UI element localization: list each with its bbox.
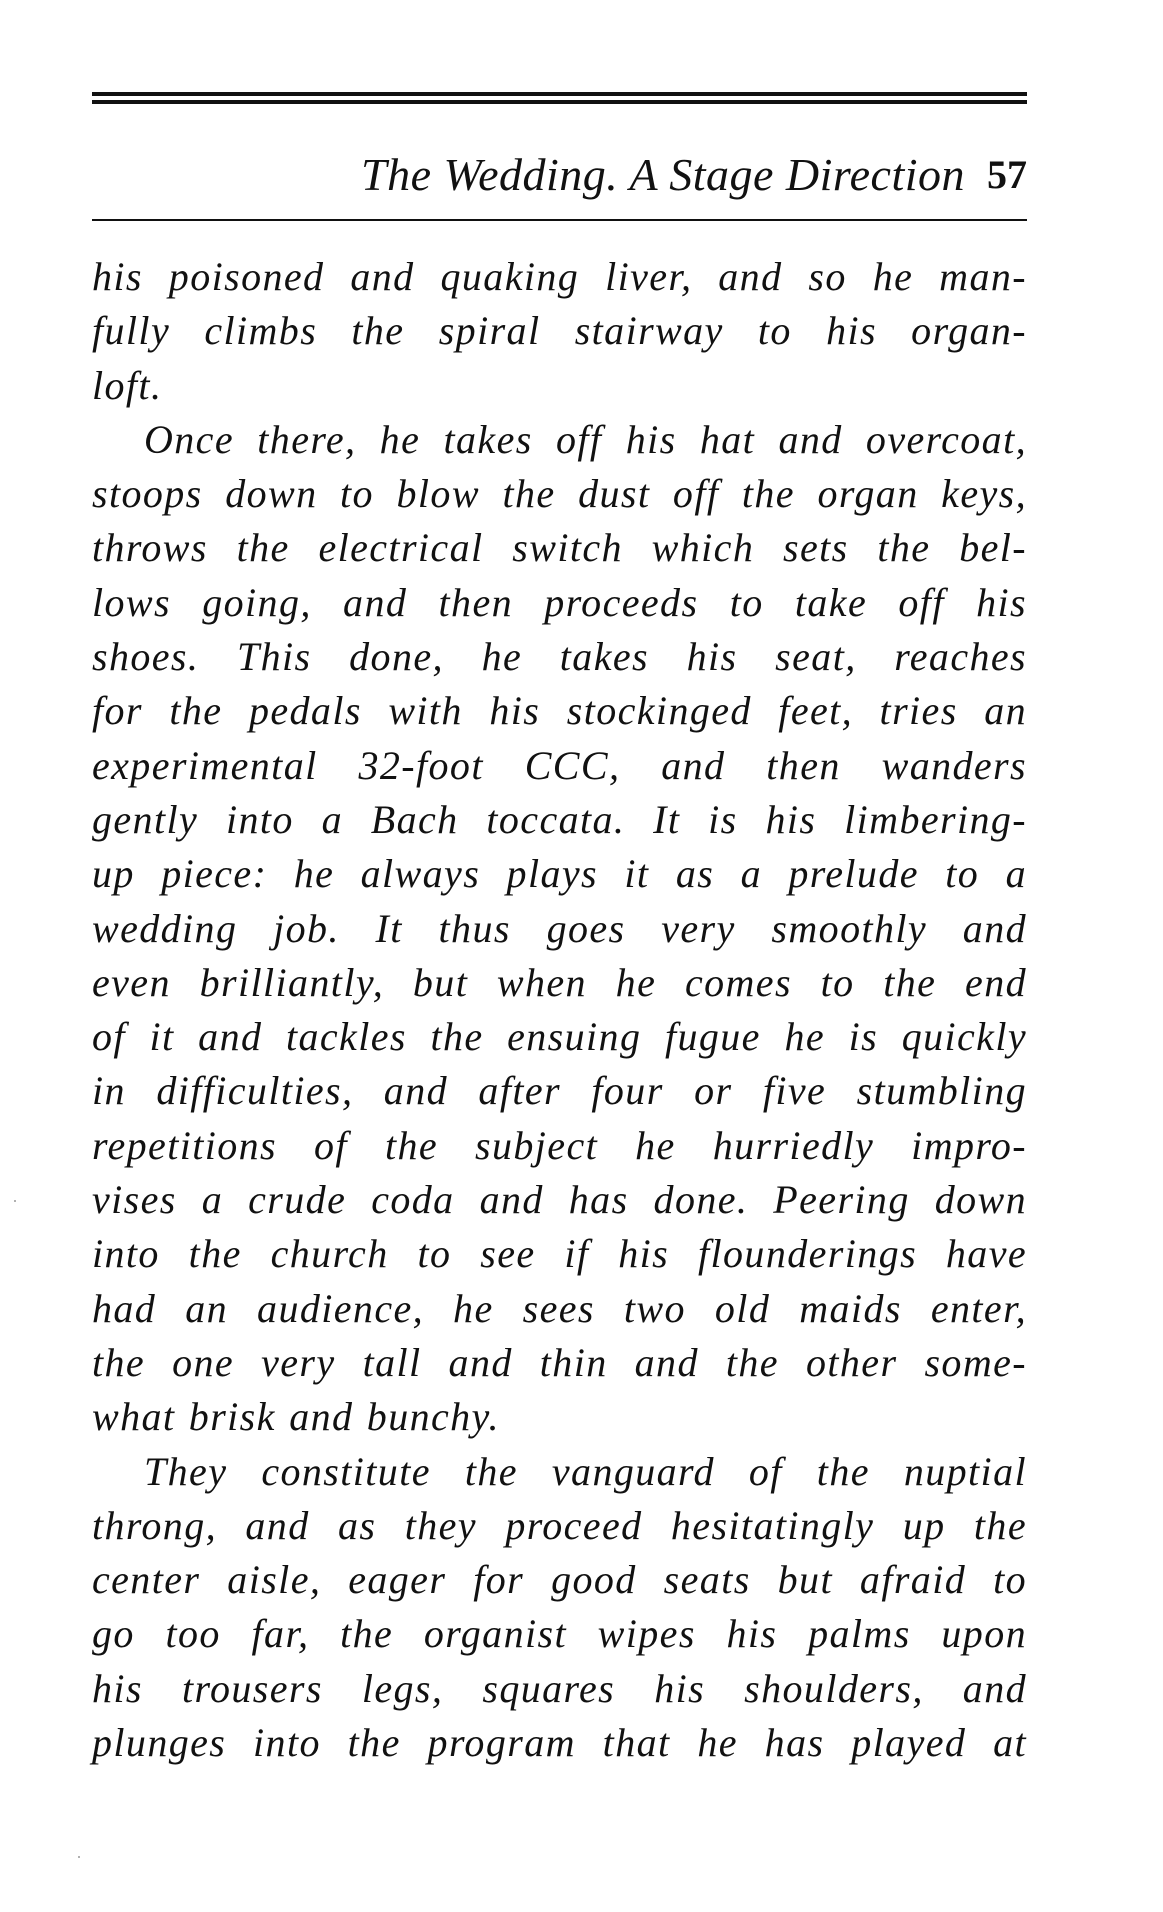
text-line: throng, and as they proceed hesitatingly up the <box>92 1502 1027 1548</box>
text-line: wedding job. It thus goes very smoothly and <box>92 905 1027 951</box>
header-rule-double <box>92 100 1027 104</box>
text-line: center aisle, eager for good seats but afraid to <box>92 1557 1027 1603</box>
scan-speck <box>78 1856 80 1858</box>
header-rule-top <box>92 92 1027 96</box>
text-line: his trousers legs, squares his shoulders, and <box>92 1665 1027 1711</box>
body-text <box>92 250 1027 1770</box>
text-line: plunges into the program that he has played at <box>92 1720 1027 1766</box>
text-line: the one very tall and thin and the other some- <box>92 1339 1027 1385</box>
text-line: throws the electrical switch which sets the bel- <box>92 525 1027 571</box>
text-line: gently into a Bach toccata. It is his limbering- <box>92 796 1027 842</box>
scan-speck <box>14 1200 16 1202</box>
running-head <box>92 145 1027 205</box>
text-line: shoes. This done, he takes his seat, reaches <box>92 634 1027 680</box>
page-number: 57 <box>987 152 1027 197</box>
text-line: his poisoned and quaking liver, and so he man- <box>92 254 1027 299</box>
text-line: what brisk and bunchy. <box>92 1394 500 1440</box>
text-line: for the pedals with his stockinged feet, tries an <box>92 688 1027 734</box>
running-head-title: The Wedding. A Stage Direction <box>360 149 965 200</box>
text-line: fully climbs the spiral stairway to his organ- <box>92 308 1027 354</box>
text-line: of it and tackles the ensuing fugue he is quickly <box>92 1014 1027 1060</box>
text-line: loft. <box>92 362 163 408</box>
text-line: They constitute the vanguard of the nuptial <box>144 1448 1027 1494</box>
text-line: Once there, he takes off his hat and overcoat, <box>144 416 1027 462</box>
text-line: stoops down to blow the dust off the organ keys, <box>92 471 1027 517</box>
header-rule-bottom <box>92 219 1027 221</box>
text-line: go too far, the organist wipes his palms upon <box>92 1611 1027 1657</box>
text-line: up piece: he always plays it as a prelude to a <box>92 851 1027 897</box>
text-line: had an audience, he sees two old maids enter, <box>92 1285 1027 1331</box>
text-line: repetitions of the subject he hurriedly impro- <box>92 1122 1027 1168</box>
text-line: lows going, and then proceeds to take off his <box>92 579 1027 625</box>
text-line: into the church to see if his flounderings have <box>92 1231 1027 1277</box>
text-line: even brilliantly, but when he comes to the end <box>92 959 1027 1005</box>
text-line: experimental 32-foot CCC, and then wanders <box>92 742 1027 788</box>
text-line: vises a crude coda and has done. Peering down <box>92 1177 1027 1223</box>
text-line: in difficulties, and after four or five stumbling <box>92 1068 1027 1114</box>
